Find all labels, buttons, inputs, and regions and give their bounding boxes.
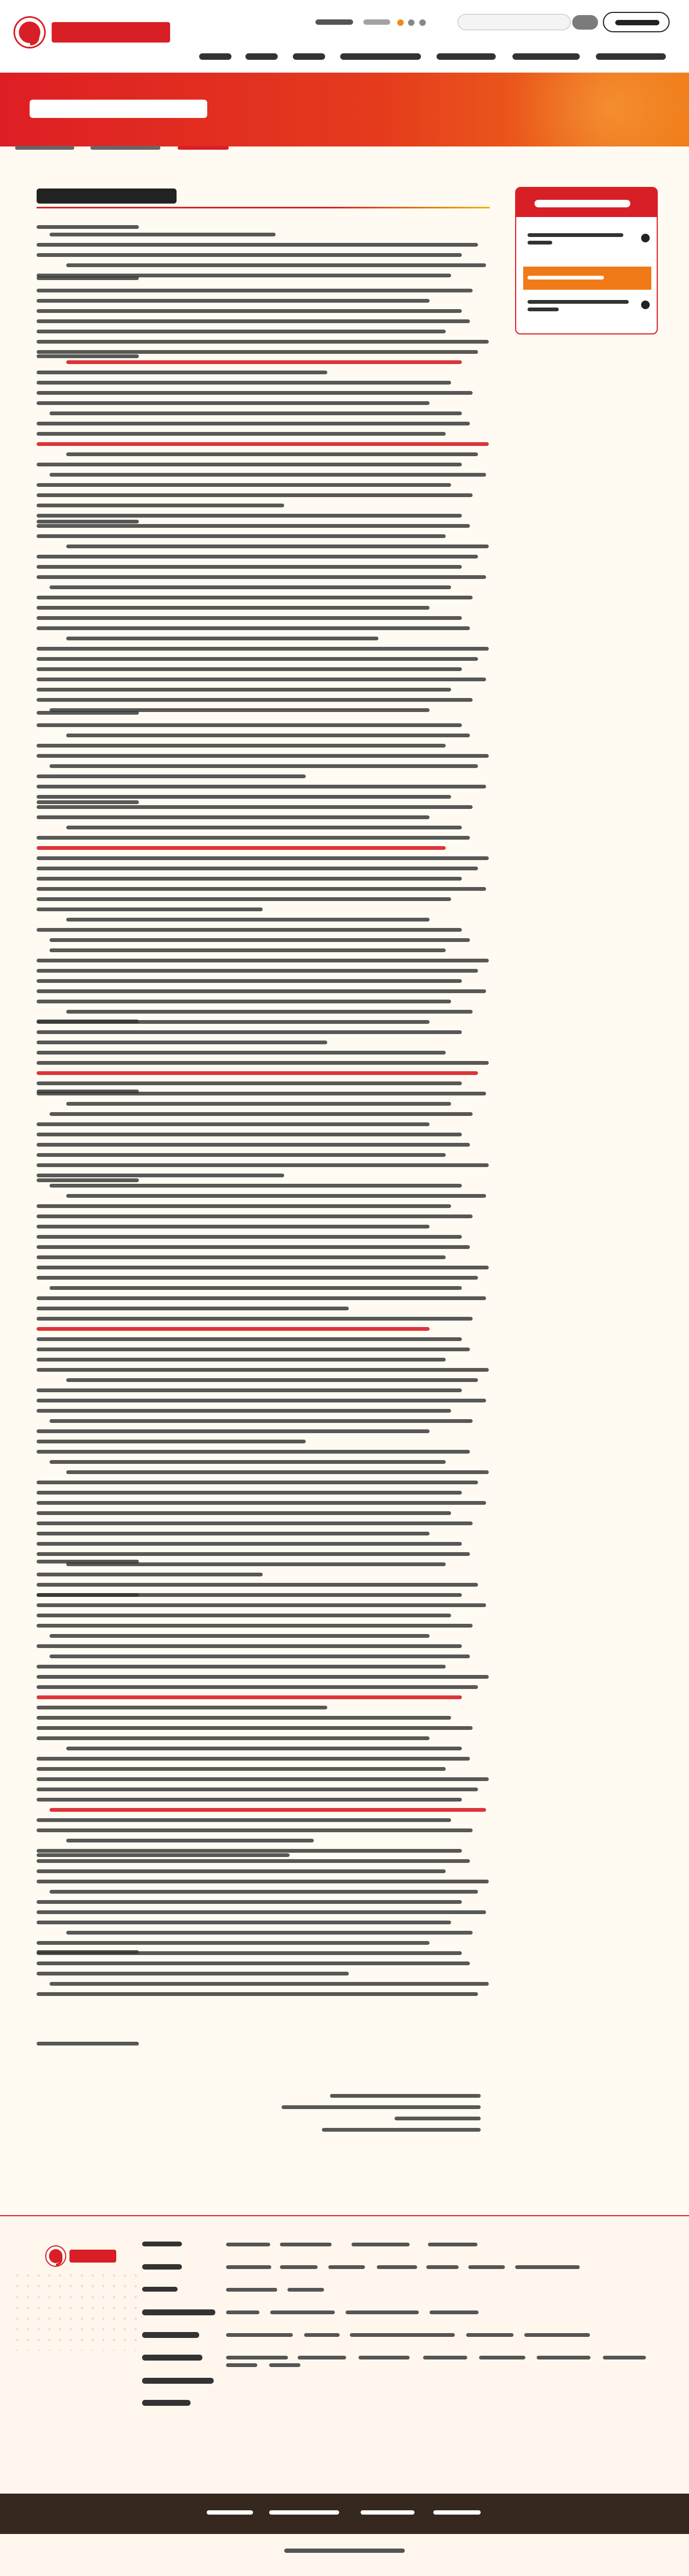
body-text-line	[37, 1828, 473, 1832]
section-heading-line	[37, 2042, 139, 2046]
body-text-line	[50, 1634, 430, 1638]
body-text-line	[37, 1429, 430, 1433]
body-text-line	[37, 785, 486, 788]
body-text-line	[37, 1573, 263, 1576]
body-text-line	[37, 1225, 430, 1228]
body-text-line	[37, 1798, 462, 1802]
footer-logo-icon	[46, 2246, 65, 2266]
footer-link[interactable]	[479, 2356, 525, 2359]
copyright	[284, 2549, 405, 2553]
body-text-line	[37, 667, 462, 671]
body-text-line	[66, 1839, 314, 1842]
breadcrumb	[15, 144, 257, 151]
body-text-line	[37, 253, 462, 257]
nav-sustainability[interactable]	[437, 53, 496, 60]
footer-link[interactable]	[328, 2265, 365, 2269]
body-text-line	[50, 233, 276, 236]
body-text-line	[37, 1880, 489, 1883]
body-text-line	[37, 1266, 489, 1269]
footer-link[interactable]	[226, 2288, 277, 2292]
footer-link[interactable]	[304, 2333, 340, 2337]
body-text-line	[37, 575, 486, 579]
footer-dot-pattern	[12, 2270, 141, 2351]
sidebar-item-label-line-2	[528, 308, 559, 311]
body-text-line	[37, 836, 470, 840]
footer-link[interactable]	[269, 2363, 300, 2367]
body-text-line	[66, 544, 489, 548]
body-text-line	[37, 744, 446, 748]
footer-link[interactable]	[226, 2356, 288, 2359]
body-text-line	[66, 1931, 473, 1935]
body-text-line	[37, 1307, 349, 1310]
body-text-line	[37, 1644, 462, 1648]
body-text-line	[37, 754, 489, 758]
font-size-medium-button[interactable]	[408, 19, 414, 26]
body-text-line	[37, 678, 486, 681]
body-text-line	[37, 657, 478, 661]
body-text-line	[37, 626, 470, 630]
body-text-line	[37, 1388, 462, 1392]
footer-link[interactable]	[524, 2333, 590, 2337]
body-text-line	[37, 1716, 451, 1720]
signature-title-line	[322, 2128, 481, 2132]
footer-link[interactable]	[226, 2363, 257, 2367]
body-text-line	[37, 1788, 478, 1791]
page-hero	[0, 73, 689, 146]
sidebar-item-privacy-top[interactable]	[523, 226, 651, 257]
body-text-line	[37, 299, 430, 303]
body-text-line	[37, 688, 451, 692]
body-text-line	[37, 805, 473, 809]
body-text-line	[37, 928, 462, 932]
body-text-line	[66, 452, 478, 456]
body-text-line	[37, 867, 478, 870]
body-text-line	[37, 371, 327, 374]
body-text-line	[37, 1255, 446, 1259]
nav-products[interactable]	[293, 53, 325, 60]
body-text-line	[37, 289, 473, 292]
body-text-line	[37, 1961, 470, 1965]
footer-privacy-link[interactable]	[269, 2510, 339, 2515]
sidebar-item-privacy-policy[interactable]	[523, 267, 651, 290]
footer-link[interactable]	[428, 2243, 477, 2246]
footer-link[interactable]	[537, 2356, 590, 2359]
body-text-line	[37, 1491, 462, 1495]
body-text-line	[37, 606, 430, 610]
body-text-line	[37, 1665, 446, 1669]
body-text-line	[37, 565, 462, 569]
body-text-line	[37, 1163, 489, 1167]
body-text-line	[37, 422, 470, 425]
body-text-line	[50, 1890, 478, 1894]
main-content	[37, 173, 490, 2220]
footer-link[interactable]	[226, 2333, 293, 2337]
body-text-line	[37, 616, 462, 620]
body-text-line	[37, 1521, 473, 1525]
body-text-line	[37, 1214, 473, 1218]
body-text-line	[37, 340, 489, 344]
body-text-line	[50, 1460, 446, 1464]
footer-link[interactable]	[351, 2243, 410, 2246]
body-text-line	[37, 391, 473, 395]
body-text-line	[50, 764, 478, 768]
body-text-line	[66, 1378, 478, 1382]
footer-link[interactable]	[350, 2333, 455, 2337]
privacy-policy-sidebar	[515, 187, 658, 334]
body-text-line	[37, 1552, 470, 1556]
sidebar-item-public-notice[interactable]	[523, 293, 651, 324]
font-size-large-button[interactable]	[419, 19, 426, 26]
body-text-line	[37, 1818, 451, 1822]
body-text-line	[37, 1276, 478, 1280]
body-text-line	[37, 907, 263, 911]
body-text-line	[37, 887, 486, 891]
body-text-line	[37, 1337, 462, 1341]
body-text-line	[66, 1010, 473, 1014]
policy-link-line[interactable]	[37, 1695, 462, 1699]
nav-online-store[interactable]	[596, 53, 666, 60]
body-text-line	[37, 1583, 478, 1587]
footer-link[interactable]	[426, 2265, 459, 2269]
body-text-line	[37, 1532, 430, 1535]
body-text-line	[37, 1133, 462, 1136]
body-text-line	[37, 723, 462, 727]
body-text-line	[37, 1153, 446, 1157]
nav-recruit[interactable]	[199, 53, 231, 60]
body-text-line	[66, 1470, 489, 1474]
footer-link[interactable]	[280, 2265, 318, 2269]
body-text-line	[37, 1368, 489, 1372]
header-tools	[301, 12, 678, 32]
sidebar-title	[516, 188, 657, 217]
arrow-right-icon	[641, 234, 650, 242]
body-text-line	[37, 1061, 489, 1065]
body-text-line	[66, 263, 486, 267]
policy-link-line[interactable]	[37, 1071, 478, 1075]
body-text-line	[37, 555, 478, 559]
body-text-line	[37, 1511, 451, 1515]
body-text-line	[66, 1102, 451, 1106]
footer-logo-wordmark	[69, 2250, 116, 2263]
body-text-line	[37, 856, 489, 860]
body-text-line	[37, 1030, 462, 1034]
body-text-line	[37, 1910, 486, 1914]
body-text-line	[37, 815, 430, 819]
title-underline	[37, 207, 490, 208]
footer-link[interactable]	[287, 2288, 324, 2292]
section-heading-line	[37, 520, 139, 523]
nav-investors[interactable]	[512, 53, 580, 60]
footer-link[interactable]	[423, 2356, 467, 2359]
footer-contact-link[interactable]	[207, 2510, 253, 2515]
body-text-line	[37, 504, 284, 507]
body-text-line	[66, 826, 462, 829]
body-text-line	[37, 1081, 462, 1085]
body-text-line	[37, 979, 462, 983]
site-search-button[interactable]	[572, 15, 598, 30]
body-text-line	[66, 1747, 462, 1750]
breadcrumb-current-page	[178, 146, 229, 150]
body-text-line	[37, 1767, 446, 1771]
nav-company[interactable]	[245, 53, 278, 60]
body-text-line	[50, 585, 451, 589]
body-text-line	[66, 918, 430, 922]
footer-link[interactable]	[346, 2310, 419, 2314]
footer-category-label[interactable]	[142, 2264, 182, 2270]
body-text-line	[37, 1542, 462, 1546]
site-header	[0, 0, 689, 73]
footer-link[interactable]	[377, 2265, 417, 2269]
body-text-line	[37, 877, 462, 881]
section-heading-line	[37, 800, 139, 804]
footer-link[interactable]	[298, 2356, 346, 2359]
body-text-line	[37, 1859, 470, 1863]
section-heading-line	[37, 1090, 139, 1093]
policy-link-line[interactable]	[37, 442, 489, 446]
body-text-line	[37, 795, 451, 799]
body-text-line	[37, 319, 470, 323]
body-text-line	[37, 647, 489, 651]
signature-company-line	[282, 2105, 481, 2109]
footer-link[interactable]	[280, 2243, 332, 2246]
body-text-line	[66, 734, 470, 737]
body-text-line	[37, 514, 462, 518]
body-text-line	[37, 1675, 489, 1679]
breadcrumb-privacy-policy[interactable]	[90, 146, 160, 150]
top-link-sitemap[interactable]	[315, 19, 353, 25]
footer-link[interactable]	[430, 2310, 479, 2314]
body-text-line	[37, 1204, 451, 1208]
body-text-line	[37, 1051, 446, 1055]
signature-date-line	[330, 2094, 481, 2098]
body-text-line	[37, 1614, 451, 1617]
body-text-line	[37, 1900, 462, 1904]
body-text-line	[37, 1245, 470, 1249]
footer-sitemap-link[interactable]	[433, 2510, 481, 2515]
body-text-line	[37, 1041, 327, 1044]
section-heading-line	[37, 354, 139, 358]
font-size-small-button[interactable]	[397, 19, 404, 26]
body-text-line	[37, 1921, 451, 1924]
body-text-line	[37, 1143, 470, 1147]
section-heading-line	[37, 1853, 290, 1857]
body-text-line	[37, 1869, 446, 1873]
body-text-line	[37, 381, 451, 385]
section-heading-line	[37, 276, 139, 280]
footer-link[interactable]	[226, 2243, 270, 2246]
footer-site-policy-link[interactable]	[361, 2510, 414, 2515]
body-text-line	[37, 969, 478, 973]
section-heading-line	[37, 1560, 139, 1563]
body-text-line	[37, 1481, 478, 1484]
body-text-line	[37, 897, 451, 901]
body-text-line	[50, 1286, 462, 1290]
arrow-right-icon	[641, 301, 650, 309]
body-text-line	[37, 463, 462, 466]
policy-link-line[interactable]	[50, 1808, 486, 1812]
footer-category-label[interactable]	[142, 2287, 178, 2292]
sidebar-title-text	[535, 200, 630, 207]
policy-link-line[interactable]	[37, 846, 446, 850]
footer-link[interactable]	[603, 2356, 646, 2359]
body-text-line	[37, 1726, 473, 1730]
body-text-line	[37, 1777, 489, 1781]
body-text-line	[37, 989, 486, 993]
body-text-line	[37, 1972, 349, 1975]
section-heading-line	[37, 1593, 139, 1597]
body-text-line	[50, 1654, 470, 1658]
body-text-line	[37, 774, 306, 778]
footer-category-label[interactable]	[142, 2242, 182, 2246]
body-text-line	[66, 637, 378, 640]
breadcrumb-home[interactable]	[15, 146, 74, 150]
body-text-line	[37, 432, 446, 436]
body-text-line	[37, 1409, 451, 1413]
signature-name-line	[395, 2117, 481, 2120]
page-title	[37, 189, 177, 204]
footer-logo[interactable]	[46, 2242, 116, 2271]
body-text-line	[37, 1736, 430, 1740]
body-text-line	[37, 1174, 284, 1177]
policy-link-line[interactable]	[66, 360, 462, 364]
section-heading-line	[37, 225, 139, 229]
body-text-line	[37, 309, 462, 313]
body-text-line	[37, 483, 451, 487]
footer-link[interactable]	[226, 2310, 259, 2314]
body-text-line	[37, 1000, 451, 1003]
footer-category-label[interactable]	[142, 2355, 202, 2361]
body-text-line	[37, 350, 478, 354]
footer-category-label[interactable]	[142, 2400, 191, 2406]
site-search-input[interactable]	[458, 14, 571, 30]
body-text-line	[37, 1685, 478, 1689]
body-text-line	[37, 401, 430, 405]
sidebar-item-label-line-2	[528, 241, 552, 245]
body-text-line	[50, 411, 462, 415]
footer-link[interactable]	[358, 2356, 410, 2359]
footer-link[interactable]	[468, 2265, 505, 2269]
footer-link[interactable]	[466, 2333, 514, 2337]
section-heading-line	[37, 1178, 139, 1182]
body-text-line	[37, 1296, 486, 1300]
body-text-line	[37, 1624, 473, 1628]
body-text-line	[50, 473, 486, 477]
nitto-best-logo[interactable]	[15, 15, 182, 50]
body-text-line	[37, 596, 473, 599]
section-heading-line	[37, 711, 139, 715]
body-text-line	[37, 493, 473, 497]
body-text-line	[37, 534, 446, 538]
body-text-line	[37, 524, 470, 528]
body-text-line	[37, 330, 446, 333]
body-text-line	[37, 1757, 470, 1761]
body-text-line	[37, 1358, 446, 1362]
body-text-line	[37, 1348, 470, 1351]
nitto-best-logo-wordmark	[52, 22, 170, 43]
body-text-line	[37, 1440, 306, 1443]
section-heading-line	[37, 1020, 139, 1023]
footer-bottom-bar	[0, 2494, 689, 2534]
body-text-line	[37, 959, 489, 962]
footer-link[interactable]	[270, 2310, 335, 2314]
footer-link[interactable]	[226, 2265, 271, 2269]
body-text-line	[50, 1112, 473, 1116]
footer-category-label[interactable]	[142, 2332, 199, 2338]
hero-title	[30, 100, 207, 118]
body-text-line	[37, 1450, 470, 1454]
body-text-line	[37, 1235, 462, 1239]
body-text-line	[50, 1184, 462, 1188]
body-text-line	[37, 698, 473, 702]
body-text-line	[37, 1122, 430, 1126]
body-text-line	[37, 1941, 430, 1945]
body-text-line	[37, 1317, 473, 1321]
body-text-line	[37, 1706, 327, 1709]
body-text-line	[50, 1982, 489, 1986]
footer-category-label[interactable]	[142, 2309, 215, 2315]
nitto-best-logo-icon	[15, 18, 44, 47]
sidebar-item-label	[528, 300, 629, 304]
global-navigation	[199, 49, 678, 64]
body-text-line	[37, 243, 478, 247]
footer-link[interactable]	[515, 2265, 580, 2269]
section-heading-line	[37, 1950, 139, 1954]
top-link-text-size[interactable]	[363, 19, 390, 25]
body-text-line	[37, 1849, 462, 1853]
sidebar-item-label	[528, 276, 604, 280]
body-text-line	[37, 1603, 486, 1607]
sidebar-item-label	[528, 233, 623, 237]
body-text-line	[50, 948, 446, 952]
body-text-line	[37, 1501, 486, 1505]
contact-button[interactable]	[603, 12, 670, 32]
body-text-line	[37, 1992, 478, 1996]
nav-safety[interactable]	[340, 53, 421, 60]
body-text-line	[66, 1194, 486, 1198]
footer-category-label[interactable]	[142, 2378, 214, 2384]
contact-button-label	[615, 20, 659, 25]
policy-link-line[interactable]	[37, 1327, 430, 1331]
body-text-line	[50, 1419, 473, 1423]
body-text-line	[50, 938, 470, 942]
body-text-line	[37, 1399, 486, 1402]
